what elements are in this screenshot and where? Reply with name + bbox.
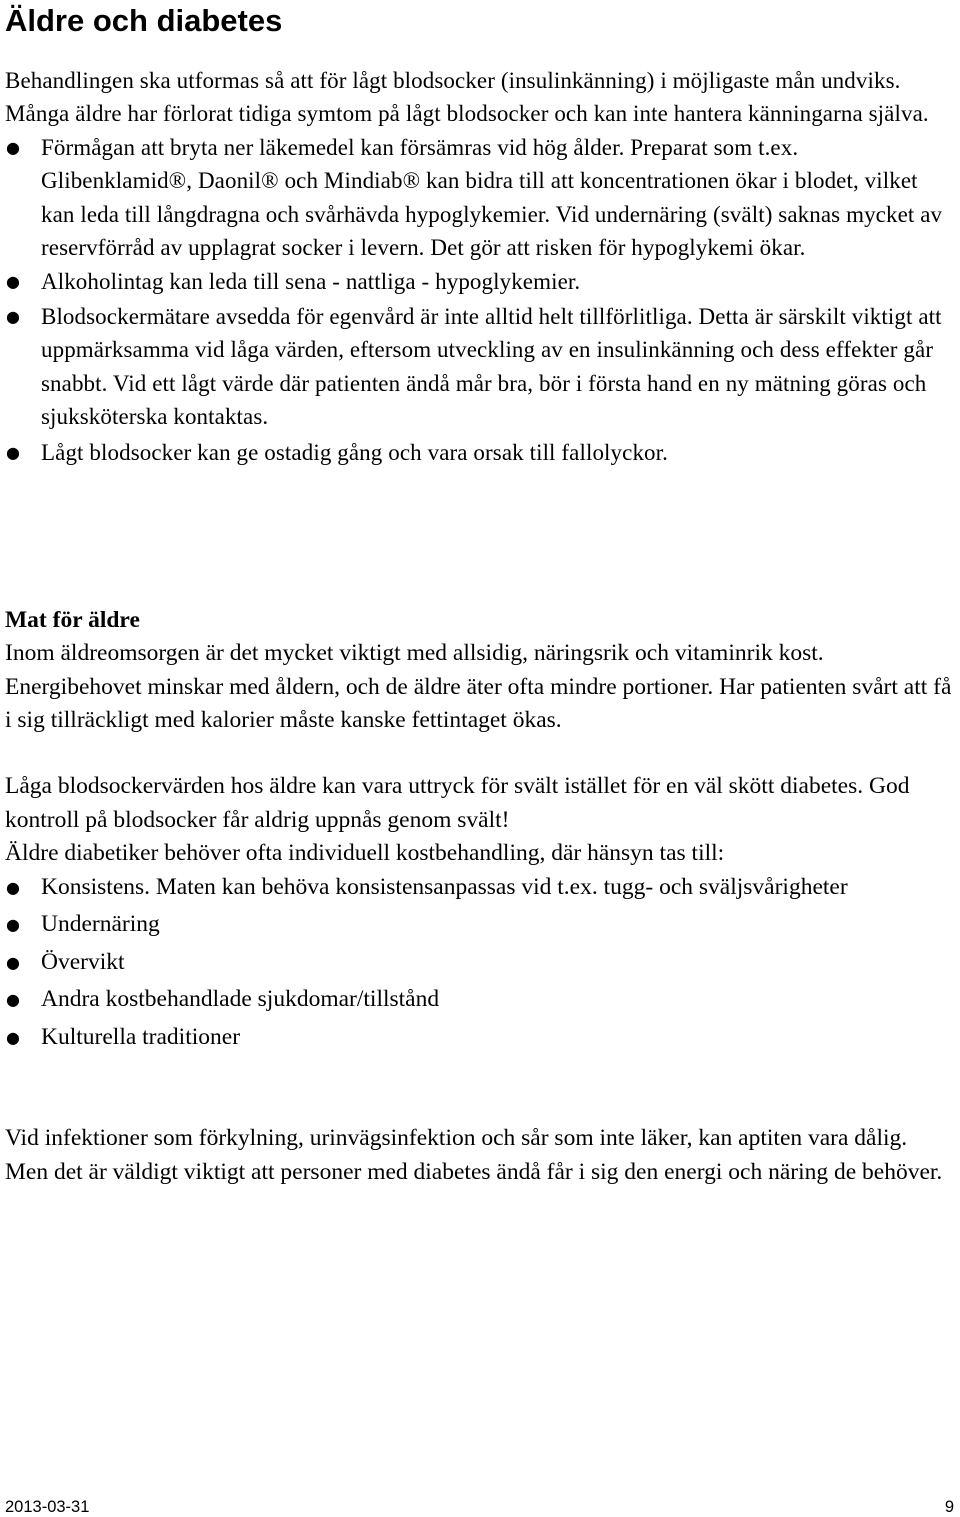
list-item-text: Förmågan att bryta ner läkemedel kan försämras vid hög ålder. Preparat som t.ex. Glibenklamid®, Daonil® och Mindiab® kan bidra till att koncentrationen ökar i blodet, vilket kan leda till långdragna och svårhävda hypoglykemier. Vid undernäring (svält) saknas mycket av reservförråd av upplagrat socker i levern. Det gör att risken för hypoglykemi ökar.	[41, 134, 943, 261]
list-item-text: Kulturella traditioner	[41, 1023, 241, 1050]
list-item-text: Undernäring	[41, 911, 160, 937]
diet-bullet-list	[5, 871, 955, 1055]
bullet-icon: ●	[6, 137, 21, 157]
list-item-text: Blodsockermätare avsedda för egenvård är inte alltid helt tillförlitliga. Detta är särskilt viktigt att uppmärksamma vid låga värden, eftersom utveckling av en insulinkänning och dess effekter går snabbt. Vid ett lågt värde där patienten ändå mår bra, bör i första hand en ny mätning göras och sjuksköterska kontaktas.	[41, 303, 942, 430]
low-bloodsugar-paragraph: Låga blodsockervärden hos äldre kan vara uttryck för svält istället för en väl skött diabetes. God kontroll på blodsocker får aldrig uppnås genom svält!	[5, 773, 910, 833]
list-item	[5, 131, 955, 265]
section-infections	[5, 1122, 955, 1189]
bullet-icon: ●	[6, 877, 20, 897]
list-item-text: Övervikt	[41, 948, 125, 975]
bullet-icon: ●	[6, 443, 21, 463]
section-heading-food: Mat för äldre	[5, 607, 140, 633]
list-item	[5, 436, 955, 469]
list-item	[5, 1021, 955, 1055]
list-item	[5, 871, 955, 905]
bullet-icon: ●	[6, 915, 20, 934]
list-item-text: Konsistens. Maten kan behöva konsistensanpassas vid t.ex. tugg- och sväljsvårigheter	[41, 873, 848, 900]
bullet-icon: ●	[6, 990, 20, 1009]
list-item	[5, 265, 955, 298]
list-item-text: Lågt blodsocker kan ge ostadig gång och vara orsak till fallolyckor.	[41, 440, 668, 466]
list-item	[5, 983, 955, 1017]
list-item	[5, 300, 955, 434]
page-title: Äldre och diabetes	[5, 3, 283, 38]
diet-intro-paragraph: Äldre diabetiker behöver ofta individuell kostbehandling, där hänsyn tas till:	[5, 840, 725, 866]
section-hypoglycemia	[5, 64, 955, 471]
list-item	[5, 908, 955, 942]
footer-date: 2013-03-31	[5, 1498, 90, 1516]
bullet-icon: ●	[6, 272, 21, 292]
infection-paragraph: Vid infektioner som förkylning, urinvägsinfektion och sår som inte läker, kan aptiten vara dålig. Men det är väldigt viktigt att personer med diabetes ändå får i sig den energi och näring de behöver.	[5, 1125, 943, 1185]
bullet-icon: ●	[6, 306, 21, 326]
list-item-text: Alkoholintag kan leda till sena - nattliga - hypoglykemier.	[41, 269, 581, 295]
food-paragraph: Inom äldreomsorgen är det mycket viktigt med allsidig, näringsrik och vitaminrik kost. Energibehovet minskar med åldern, och de äldre äter ofta mindre portioner. Har patienten svårt att få i sig tillräckligt med kalorier måste kanske fettintaget ökas.	[5, 640, 952, 733]
intro-paragraph: Behandlingen ska utformas så att för lågt blodsocker (insulinkänning) i möjligaste mån undviks. Många äldre har förlorat tidiga symtom på lågt blodsocker och kan inte hantera känningarna själva.	[5, 68, 929, 127]
list-item	[5, 946, 955, 980]
section-food	[5, 637, 955, 738]
hypoglycemia-bullet-list	[5, 131, 955, 470]
bullet-icon: ●	[6, 952, 20, 972]
list-item-text: Andra kostbehandlade sjukdomar/tillstånd	[41, 986, 440, 1012]
page-number: 9	[944, 1498, 954, 1516]
section-diet-considerations	[5, 770, 955, 1058]
bullet-icon: ●	[6, 1027, 20, 1047]
